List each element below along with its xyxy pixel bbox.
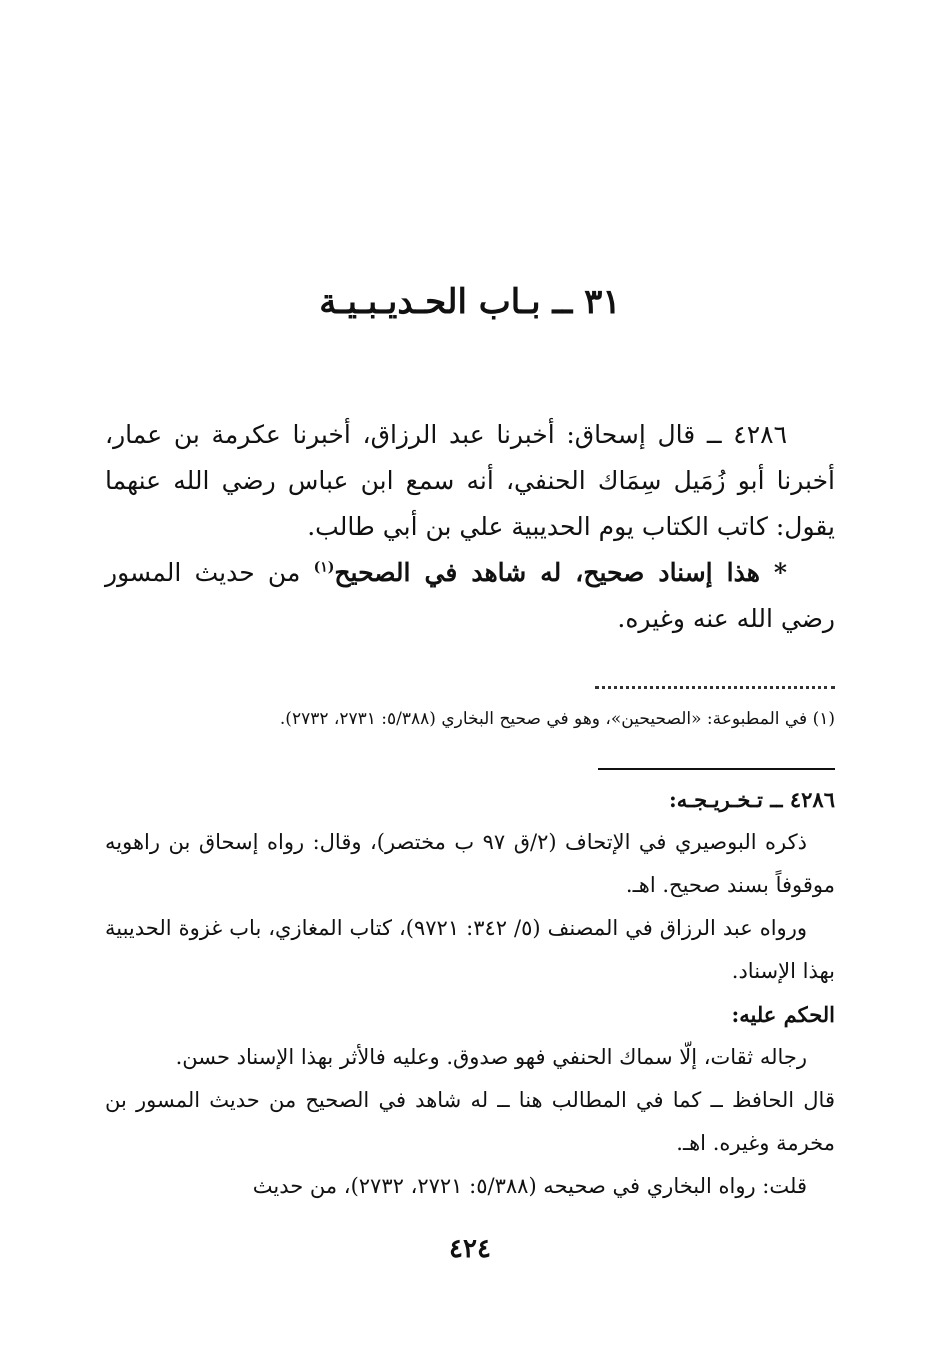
chapter-title: ٣١ ــ بـاب الحـديـبـيـة bbox=[319, 282, 621, 322]
section-divider bbox=[598, 768, 835, 770]
hadith-grade bbox=[105, 550, 835, 642]
takhrij-paragraph-1: ذكره البوصيري في الإتحاف (٢/ق ٩٧ ب مختصر)، وقال: رواه إسحاق بن راهويه موقوفاً بسند صحيح. اهـ. bbox=[105, 830, 835, 897]
hadith-text: ٤٢٨٦ ــ قال إسحاق: أخبرنا عبد الرزاق، أخبرنا عكرمة بن عمار، أخبرنا أبو زُمَيل سِمَاك الحنفي، أنه سمع ابن عباس رضي الله عنهما يقول: كاتب الكتاب يوم الحديبية علي بن أبي طالب. bbox=[105, 420, 835, 541]
ruling-heading: الحكم عليه: bbox=[731, 1002, 835, 1027]
footnote-marker: (١) bbox=[313, 559, 335, 576]
hadith-section bbox=[105, 412, 835, 642]
takhrij-heading: ٤٢٨٦ ــ تـخـريـجـه: bbox=[668, 787, 835, 812]
ruling-paragraph-3: قلت: رواه البخاري في صحيحه (٥/٣٨٨: ٢٧٢١، ٢٧٣٢)، من حديث bbox=[252, 1174, 807, 1198]
grade-continuation: من حديث المسور رضي الله عنه وغيره. bbox=[105, 558, 835, 633]
takhrij-section bbox=[105, 778, 835, 1208]
page-number: ٤٢٤ bbox=[449, 1234, 491, 1264]
ruling-paragraph-2: قال الحافظ ــ كما في المطالب هنا ــ له شاهد في الصحيح من حديث المسور بن مخرمة وغيره. اهـ. bbox=[105, 1088, 835, 1155]
footnote-separator bbox=[595, 676, 835, 689]
grade-statement: * هذا إسناد صحيح، له شاهد في الصحيح bbox=[334, 558, 788, 587]
takhrij-paragraph-2: ورواه عبد الرزاق في المصنف (٥/ ٣٤٢: ٩٧٢١)، كتاب المغازي، باب غزوة الحديبية بهذا الإسناد. bbox=[105, 916, 835, 983]
footnote: (١) في المطبوعة: «الصحيحين»، وهو في صحيح البخاري (٥/٣٨٨: ٢٧٣١، ٢٧٣٢). bbox=[279, 709, 835, 729]
ruling-paragraph-1: رجاله ثقات، إلّا سماك الحنفي فهو صدوق. وعليه فالأثر بهذا الإسناد حسن. bbox=[175, 1045, 807, 1069]
